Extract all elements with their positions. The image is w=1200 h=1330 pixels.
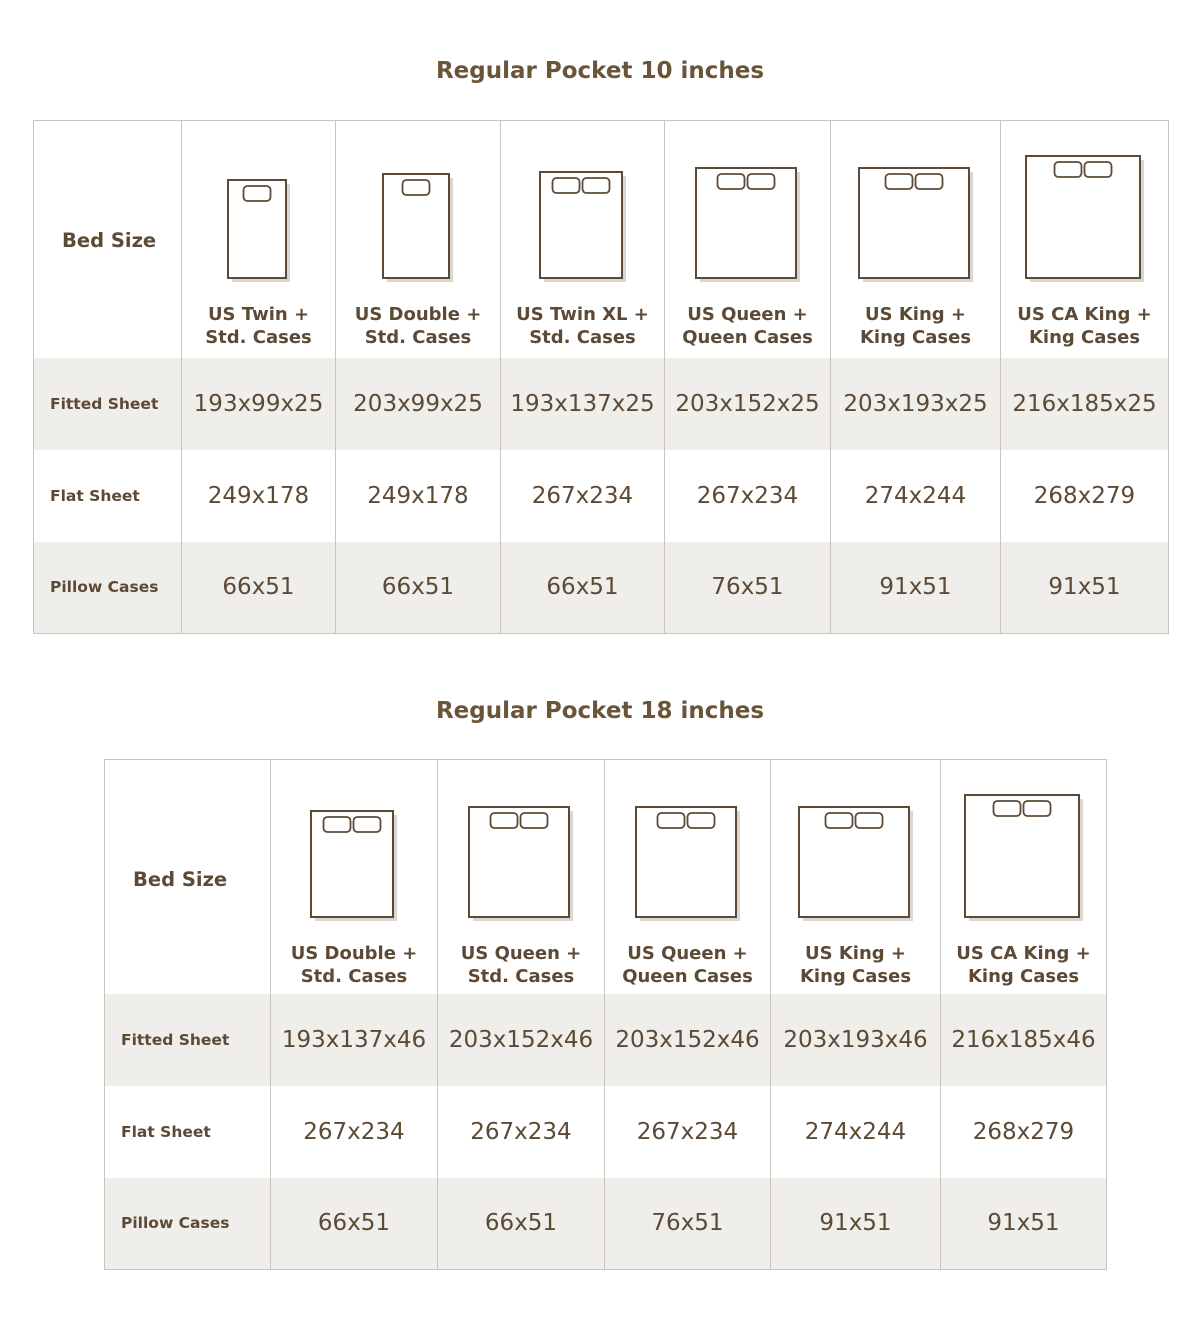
dimension-value: 249x178 [207, 482, 310, 509]
bed-outline [799, 807, 909, 917]
pillow-icon [403, 180, 430, 195]
section-title-18-inch: Regular Pocket 18 inches [435, 698, 765, 724]
bed-diagram-icon [858, 167, 974, 283]
dimension-value: 267x234 [303, 1118, 405, 1145]
bed-size-name-line: Std. Cases [467, 966, 575, 987]
dimension-value: 66x51 [484, 1210, 558, 1237]
dimension-value: 193x99x25 [193, 390, 324, 417]
dimension-value: 203x193x46 [783, 1026, 928, 1053]
pillow-icon [657, 813, 684, 828]
bed-size-name-line: US Queen + [687, 304, 808, 325]
dimension-cell [665, 542, 831, 634]
bed-size-name-line: US Queen + [627, 943, 748, 964]
dimension-value: 274x244 [804, 1118, 907, 1145]
dimension-cell [438, 994, 605, 1086]
dimension-cell [1001, 450, 1169, 542]
dimension-cell [665, 358, 831, 450]
bed-size-name [336, 283, 500, 349]
bed-size-name-line: King Cases [859, 327, 972, 348]
bed-outline [696, 168, 796, 278]
bed-size-column-header [771, 760, 941, 994]
pillow-icon [521, 813, 548, 828]
dimension-value: 267x234 [636, 1118, 739, 1145]
bed-icon-container [941, 760, 1106, 922]
bed-size-name-line: US CA King + [1017, 304, 1152, 325]
bed-size-label: Bed Size [133, 868, 228, 891]
bed-size-name [665, 283, 830, 349]
pillow-cases-row [105, 1178, 1107, 1270]
dimension-value: 216x185x46 [951, 1026, 1096, 1053]
bed-size-column-header [1001, 121, 1169, 358]
dimension-cell [182, 358, 336, 450]
bed-diagram-icon [468, 806, 574, 922]
size-table-10-inch [33, 120, 1169, 634]
dimension-value: 66x51 [546, 574, 619, 601]
pillow-icon [582, 178, 609, 193]
pillow-icon [855, 813, 882, 828]
dimension-cell [771, 994, 941, 1086]
dimension-value: 268x279 [972, 1118, 1075, 1145]
pillow-icon [1054, 162, 1081, 177]
bed-outline [469, 807, 569, 917]
pillow-icon [687, 813, 714, 828]
bed-size-name-line: Std. Cases [300, 966, 408, 987]
dimension-cell [941, 1178, 1107, 1270]
bed-size-name-line: US Twin XL + [516, 304, 649, 325]
dimension-value: 193x137x25 [510, 390, 655, 417]
dimension-cell [438, 1086, 605, 1178]
dimension-value: 203x99x25 [353, 390, 483, 417]
pillow-icon [747, 174, 774, 189]
dimension-value: 91x51 [1048, 574, 1121, 601]
bed-size-name [182, 283, 335, 349]
dimension-value: 91x51 [819, 1210, 892, 1237]
dimension-cell [605, 1086, 771, 1178]
bed-icon-container [1001, 121, 1168, 283]
dimension-value: 267x234 [531, 482, 634, 509]
flat-sheet-row [105, 1086, 1107, 1178]
row-label: Pillow Cases [105, 1178, 271, 1270]
dimension-value: 267x234 [696, 482, 799, 509]
bed-size-name [271, 922, 437, 988]
dimension-cell [941, 1086, 1107, 1178]
pillow-icon [324, 817, 351, 832]
bed-size-name-line: King Cases [1028, 327, 1141, 348]
bed-size-name-line: Std. Cases [205, 327, 312, 348]
dimension-cell [271, 1086, 438, 1178]
bed-size-name-line: US King + [864, 304, 966, 325]
bed-size-name [605, 922, 770, 988]
bed-icon-container [665, 121, 830, 283]
pillow-icon [915, 174, 942, 189]
dimension-value: 66x51 [222, 574, 295, 601]
bed-icon-container [182, 121, 335, 283]
dimension-value: 76x51 [651, 1210, 724, 1237]
bed-diagram-icon [798, 806, 914, 922]
dimension-value: 274x244 [864, 482, 967, 509]
bed-size-column-header [182, 121, 336, 358]
dimension-cell [1001, 542, 1169, 634]
dimension-cell [771, 1086, 941, 1178]
bed-size-name-line: King Cases [799, 966, 912, 987]
pillow-icon [1023, 801, 1050, 816]
dimension-cell [501, 542, 665, 634]
dimension-cell [336, 450, 501, 542]
bed-size-column-header [665, 121, 831, 358]
dimension-value: 267x234 [470, 1118, 572, 1145]
bed-size-label: Bed Size [62, 229, 157, 252]
bed-size-name-line: US King + [804, 943, 906, 964]
dimension-cell [271, 1178, 438, 1270]
bed-outline [965, 795, 1079, 917]
pillow-icon [1084, 162, 1111, 177]
bed-diagram-icon [382, 173, 454, 283]
pillow-icon [717, 174, 744, 189]
row-label: Pillow Cases [34, 542, 182, 634]
bed-size-name-line: US Double + [354, 304, 482, 325]
dimension-cell [182, 542, 336, 634]
dimension-value: 91x51 [987, 1210, 1060, 1237]
bed-diagram-icon [310, 810, 398, 922]
dimension-value: 216x185x25 [1012, 390, 1157, 417]
bed-diagram-icon [227, 179, 291, 283]
dimension-cell [831, 542, 1001, 634]
dimension-value: 203x152x46 [448, 1026, 594, 1053]
pillow-icon [825, 813, 852, 828]
row-label: Flat Sheet [34, 450, 182, 542]
bed-size-name-line: Queen Cases [622, 966, 753, 987]
dimension-cell [665, 450, 831, 542]
dimension-cell [438, 1178, 605, 1270]
bed-icon-container [336, 121, 500, 283]
bed-size-column-header [501, 121, 665, 358]
flat-sheet-row [34, 450, 1169, 542]
bed-size-name-line: Queen Cases [682, 327, 813, 348]
bed-outline [636, 807, 736, 917]
pillow-icon [354, 817, 381, 832]
pillow-icon [993, 801, 1020, 816]
bed-icon-container [438, 760, 604, 922]
dimension-value: 66x51 [381, 574, 455, 601]
dimension-cell [336, 542, 501, 634]
bed-icon-container [771, 760, 940, 922]
pillow-icon [491, 813, 518, 828]
bed-size-name [941, 922, 1106, 988]
bed-size-name [501, 283, 664, 349]
bed-icon-container [831, 121, 1000, 283]
pillow-cases-row [34, 542, 1169, 634]
bed-size-name [438, 922, 604, 988]
bed-diagram-icon [539, 171, 627, 283]
fitted-sheet-row [105, 994, 1107, 1086]
bed-outline [1026, 156, 1140, 278]
bed-size-column-header [941, 760, 1107, 994]
bed-size-name-line: US Twin + [207, 304, 310, 325]
dimension-cell [501, 358, 665, 450]
bed-diagram-icon [635, 806, 741, 922]
bed-size-name-line: US CA King + [956, 943, 1091, 964]
bed-icon-container [271, 760, 437, 922]
dimension-value: 203x152x25 [675, 390, 820, 417]
dimension-cell [771, 1178, 941, 1270]
pillow-icon [243, 186, 270, 201]
dimension-value: 193x137x46 [281, 1026, 427, 1053]
bed-icon-container [501, 121, 664, 283]
dimension-cell [501, 450, 665, 542]
section-title-10-inch: Regular Pocket 10 inches [435, 58, 765, 84]
bed-size-header-cell [34, 121, 182, 358]
bed-size-column-header [271, 760, 438, 994]
row-label: Fitted Sheet [34, 358, 182, 450]
bed-size-name-line: Std. Cases [529, 327, 636, 348]
dimension-value: 268x279 [1033, 482, 1136, 509]
size-table-18-inch [104, 759, 1107, 1270]
bed-size-column-header [605, 760, 771, 994]
bed-size-name [831, 283, 1000, 349]
bed-size-name [1001, 283, 1168, 349]
bed-size-name-line: Std. Cases [364, 327, 472, 348]
dimension-cell [1001, 358, 1169, 450]
bed-diagram-icon [1025, 155, 1145, 283]
dimension-cell [605, 994, 771, 1086]
bed-size-column-header [336, 121, 501, 358]
bed-size-name [771, 922, 940, 988]
dimension-cell [271, 994, 438, 1086]
dimension-cell [941, 994, 1107, 1086]
dimension-cell [182, 450, 336, 542]
pillow-icon [552, 178, 579, 193]
row-label: Fitted Sheet [105, 994, 271, 1086]
bed-size-header-cell [105, 760, 271, 994]
dimension-cell [831, 358, 1001, 450]
dimension-value: 66x51 [317, 1210, 391, 1237]
dimension-value: 203x193x25 [843, 390, 988, 417]
fitted-sheet-row [34, 358, 1169, 450]
dimension-cell [605, 1178, 771, 1270]
bed-outline [859, 168, 969, 278]
row-label: Flat Sheet [105, 1086, 271, 1178]
bed-icon-container [605, 760, 770, 922]
dimension-value: 91x51 [879, 574, 952, 601]
bed-size-column-header [438, 760, 605, 994]
dimension-cell [336, 358, 501, 450]
dimension-value: 203x152x46 [615, 1026, 760, 1053]
bed-size-column-header [831, 121, 1001, 358]
dimension-value: 76x51 [711, 574, 784, 601]
dimension-cell [831, 450, 1001, 542]
bed-diagram-icon [695, 167, 801, 283]
bed-diagram-icon [964, 794, 1084, 922]
bed-size-name-line: US Double + [290, 943, 418, 964]
dimension-value: 249x178 [367, 482, 469, 509]
bed-size-name-line: US Queen + [460, 943, 582, 964]
bed-size-name-line: King Cases [967, 966, 1080, 987]
pillow-icon [885, 174, 912, 189]
